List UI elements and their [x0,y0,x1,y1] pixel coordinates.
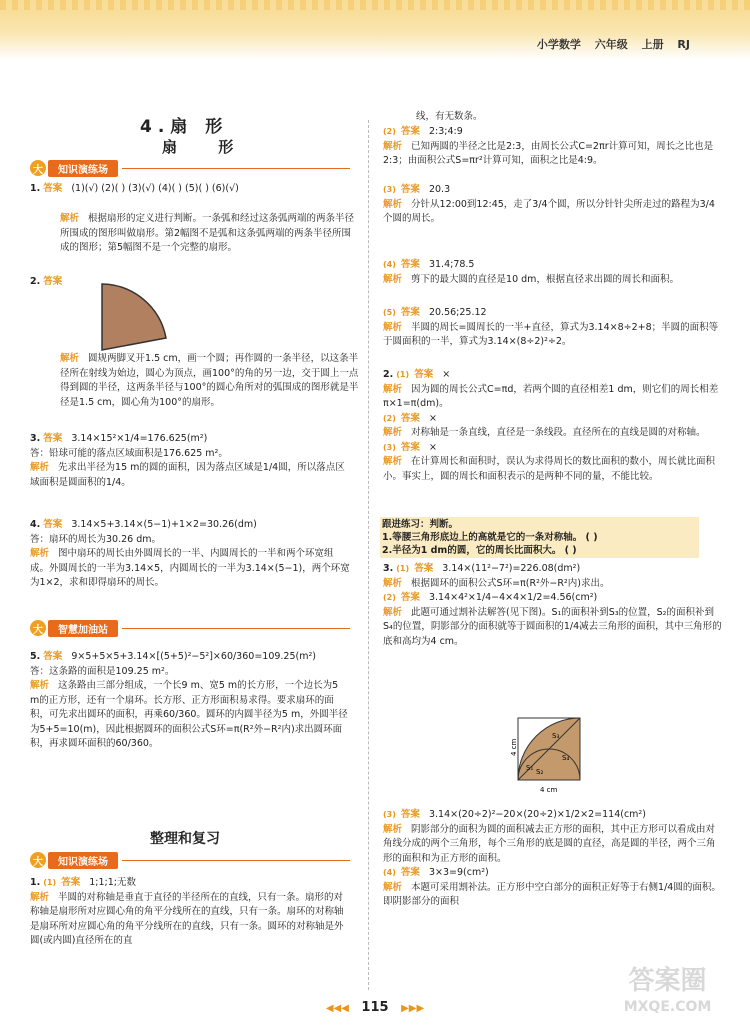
analysis-1 [60,212,360,256]
watermark-url: MXQE.COM [623,999,712,1015]
answer-text: 2:3;4:9 [428,126,463,137]
banner-stripe [0,0,750,10]
analysis-text: 圆规两脚叉开1.5 cm，画一个圆；再作圆的一条半径，以这条半径所在射线为始边，圆心为顶点，画100°的角的另一边，交于圆上一点得到圆的半径，这两条半径与100°的圆心角所对的弧围成的图形就是半径是1.5 cm，圆心角为100°的扇形。 [60,353,359,408]
answer-tag: 答案 [400,867,420,878]
sub-number: (4) [383,260,396,269]
sub-number: (5) [383,308,396,317]
question-number: 2. [383,369,394,380]
followup-practice [380,517,699,558]
section-practice-2 [30,852,350,868]
sector-shape [102,284,166,350]
section-label: 知识演练场 [48,852,118,869]
analysis-text: 分针从12:00到12:45，走了3/4个圆，所以分针针尖所走过的路程为3/4个圆的周长。 [383,198,715,224]
answer-conclusion: 答：这条路的面积是109.25 m²。 [30,665,175,677]
analysis-tag: 解析 [383,321,403,333]
sub-number: (2) [383,593,396,602]
question-number: 2. [30,276,41,287]
prev-arrows-icon: ◀◀◀ [325,1003,349,1014]
sub-number: (3) [383,442,396,452]
analysis-text: 剪下的最大圆的直径是10 dm，根据直径求出圆的周长和面积。 [411,273,679,285]
question-number: 3. [30,433,41,444]
analysis-tag: 解析 [30,891,50,903]
section-line [122,860,350,861]
section-line [122,628,350,629]
analysis-text: 阴影部分的面积为圆的面积减去正方形的面积，其中正方形可以看成由对角线分成的两个三角形，每个三角形的底是圆的直径，高是圆的半径，两个三角形的面积和为正方形的面积。 [383,823,716,864]
answer-text: × [428,441,437,453]
page-footer [300,1000,450,1015]
answer-tag: 答案 [400,307,420,318]
header-subject: 小学数学 [536,38,581,51]
analysis-text: 已知两圆的半径之比是2:3，由周长公式C=2πr计算可知，周长之比也是2:3；由面积公式S=πr²计算可知，面积之比是4:9。 [383,140,714,166]
answer-text: × [442,369,451,380]
answer-tag: 答案 [400,592,420,603]
analysis-text: 半圆的周长=圆周长的一半+直径，算式为3.14×8÷2+8；半圆的面积等于圆面积的一半，算式为3.14×(8÷2)²÷2。 [383,321,719,347]
section-icon: 大 [30,852,46,868]
sub-number: (4) [383,868,396,877]
watermark-logo [600,968,735,1023]
followup-text: 1.等腰三角形底边上的高就是它的一条对称轴。 [382,532,583,543]
answer-text: 31.4;78.5 [428,259,475,270]
header-volume: 上册 [641,38,664,51]
answer-tag: 答案 [414,563,434,574]
answer-tag: 答案 [400,184,420,195]
section-icon: 大 [30,160,46,176]
analysis-tag: 解析 [30,548,50,559]
analysis-tag: 解析 [383,427,403,438]
review-q1-4 [383,258,723,287]
watermark-text: 答案圈 [628,966,707,996]
sector-figure [100,282,170,352]
analysis-text: 根据扇形的定义进行判断。一条弧和经过这条弧两端的两条半径所围成的图形叫做扇形。第2幅图不是弧和这条弧两端的两条半径所围成的图形；第5幅图不是一个完整的扇形。 [60,213,355,253]
analysis-2 [60,352,360,410]
question-4 [30,518,350,591]
analysis-text: 根据圆环的面积公式S环=π(R²外−R²内)求出。 [411,577,610,589]
sub-number: (1) [43,878,57,887]
question-number: 3. [383,563,394,574]
followup-item-2 [382,544,697,557]
answer-tag: 答案 [400,126,420,137]
answer-text: 3.14×4²×1/4−4×4×1/2=4.56(cm²) [428,592,598,603]
header-edition: RJ [677,38,690,51]
followup-text: 2.半径为1 dm的圆，它的周长比面积大。 [382,545,562,556]
analysis-text: 先求出半径为15 m的圆的面积，因为落点区域是1/4圆，所以落点区域面积是圆面积的1/4。 [30,462,345,488]
question-number: 5. [30,651,41,662]
answer-tag: 答案 [43,276,63,287]
sub-number: (1) [396,370,410,379]
section-icon: 大 [30,620,46,636]
sub-number: (3) [383,185,396,194]
analysis-text: 半圆的对称轴是垂直于直径的半径所在的直线，只有一条。扇形的对称轴是扇形所对应圆心角的角平分线所在的直线，只有一条。扇环的对称轴是扇环所对应圆心角的角平分线所在的直线，只有一条。圆环的对称轴是外圆(或内圆)直径所在的直 [30,891,344,946]
question-number: 4. [30,519,41,530]
answer-text: 3.14×15²×1/4=176.625(m²) [71,433,208,444]
analysis-tag: 解析 [30,680,50,691]
followup-title: 跟进练习：判断。 [382,519,459,530]
analysis-tag: 解析 [60,213,80,224]
question-5 [30,650,350,752]
analysis-text: 本题可采用割补法。正方形中空白部分的面积正好等于右侧1/4圆的面积。即阴影部分的面积 [383,881,721,907]
sub-number: (2) [383,413,396,423]
answer-text: 3.14×(20÷2)²−20×(20÷2)×1/2×2=114(cm²) [428,809,646,820]
analysis-tag: 解析 [383,881,403,893]
answer-conclusion: 答：铅球可能的落点区域面积是176.625 m²。 [30,447,228,459]
lesson-title: 4.扇 形 [140,117,229,137]
continuation-line: 线，有无数条。 [416,111,483,122]
column-divider [368,120,369,990]
header-grade: 六年级 [594,38,628,51]
analysis-tag: 解析 [383,606,403,618]
lesson-subtitle: 扇 形 [162,138,252,156]
followup-item-1 [382,531,697,544]
analysis-tag: 解析 [383,383,403,395]
review-q1-5 [383,306,723,350]
answer-tag: 答案 [43,433,63,444]
answer-tag: 答案 [414,369,434,380]
analysis-tag: 解析 [383,456,403,467]
review-question-2 [383,368,723,484]
answer-tag: 答案 [400,259,420,270]
analysis-text: 这条路由三部分组成，一个长9 m、宽5 m的长方形，一个边长为5 m的正方形，还有一个扇环。长方形、正方形面积易求得。要求扇环的面积，可先求出圆环的面积，再乘60/360。圆环的内圆半径为5 m，外圆半径为5+5=10(m)，因此根据圆环的面积公式S环=π(R²外−R²内)求出圆环面积，再求圆环面积的60/360。 [30,680,348,749]
label-s1: S₁ [526,764,534,772]
answer-text: 3×3=9(cm²) [428,867,489,878]
analysis-tag: 解析 [383,198,403,210]
page-number: 115 [361,1000,389,1015]
review-question-3 [383,562,723,649]
answer-tag: 答案 [43,651,63,662]
sub-number: (3) [383,810,396,819]
analysis-text: 图中扇环的周长由外圆周长的一半、内圆周长的一半和两个环宽组成。外圆周长的一半为3.14×5，内圆周长的一半为3.14×(5−1)，两个环宽为1×2，求和即得扇环的周长。 [30,548,350,588]
sub-number: (2) [383,127,396,136]
question-1 [30,182,350,197]
answer-text: 9×5+5×5+3.14×[(5+5)²−5²]×60/360=109.25(m²) [71,651,316,662]
section-wisdom [30,620,350,636]
answer-text: 3.14×5+3.14×(5−1)+1×2=30.26(dm) [71,519,257,530]
section-practice [30,160,350,176]
answer-text: × [428,412,437,424]
answer-tag: 答案 [400,412,420,424]
answer-text: 20.3 [428,184,451,195]
analysis-text: 对称轴是一条直线，直径是一条线段。直径所在的直线是圆的对称轴。 [411,427,706,438]
question-number: 1. [30,183,41,194]
answer-text: (1)(√) (2)( ) (3)(√) (4)( ) (5)( ) (6)(√) [71,183,239,194]
answer-tag: 答案 [400,809,420,820]
section-label: 知识演练场 [48,160,118,177]
label-base: 4 cm [540,786,558,794]
section-label: 智慧加油站 [48,620,118,637]
label-height: 4 cm [510,738,518,756]
analysis-tag: 解析 [383,273,403,285]
review-q1-2 [383,125,723,169]
answer-tag: 答案 [61,877,81,888]
answer-conclusion: 答：扇环的周长为30.26 dm。 [30,533,162,545]
analysis-tag: 解析 [60,353,80,364]
answer-text: 1;1;1;无数 [89,877,136,888]
page-header [527,36,690,52]
cut-fill-diagram [506,716,586,798]
section-line [122,168,350,169]
analysis-text: 此题可通过割补法解答(见下图)。S₁的面积补到S₃的位置，S₂的面积补到S₄的位置，阴影部分的面积就等于圆面积的1/4减去三角形的面积，其中三角形的底和高均为4 cm。 [383,606,722,647]
label-s2: S₂ [536,768,544,776]
question-3 [30,432,350,490]
question-number: 1. [30,877,41,888]
analysis-tag: 解析 [383,140,403,152]
review-q3-3 [383,808,723,910]
label-s3: S₃ [552,732,560,740]
analysis-text: 因为圆的周长公式C=πd，若两个圆的直径相差1 dm，则它们的周长相差π×1=π(dm)。 [383,383,719,409]
review-question-1 [30,876,350,949]
answer-text: 20.56;25.12 [428,307,487,318]
review-q1-3 [383,183,723,227]
analysis-tag: 解析 [383,823,403,835]
analysis-text: 在计算周长和面积时，误认为求得周长的数比面积的数小，周长就比面积小。事实上，圆的周长和面积表示的是两种不同的量，不能比较。 [383,456,716,482]
analysis-tag: 解析 [30,462,50,473]
answer-text: 3.14×(11²−7²)=226.08(dm²) [442,563,581,574]
followup-blank: ( ) [585,532,598,543]
answer-tag: 答案 [43,183,63,194]
followup-blank: ( ) [564,545,577,556]
continuation-text [416,110,716,125]
answer-tag: 答案 [43,519,63,530]
label-s4: S₄ [562,754,570,762]
answer-tag: 答案 [400,441,420,453]
next-arrows-icon: ▶▶▶ [401,1003,425,1014]
analysis-tag: 解析 [383,577,403,589]
review-title: 整理和复习 [150,831,220,847]
sub-number: (1) [396,564,410,573]
